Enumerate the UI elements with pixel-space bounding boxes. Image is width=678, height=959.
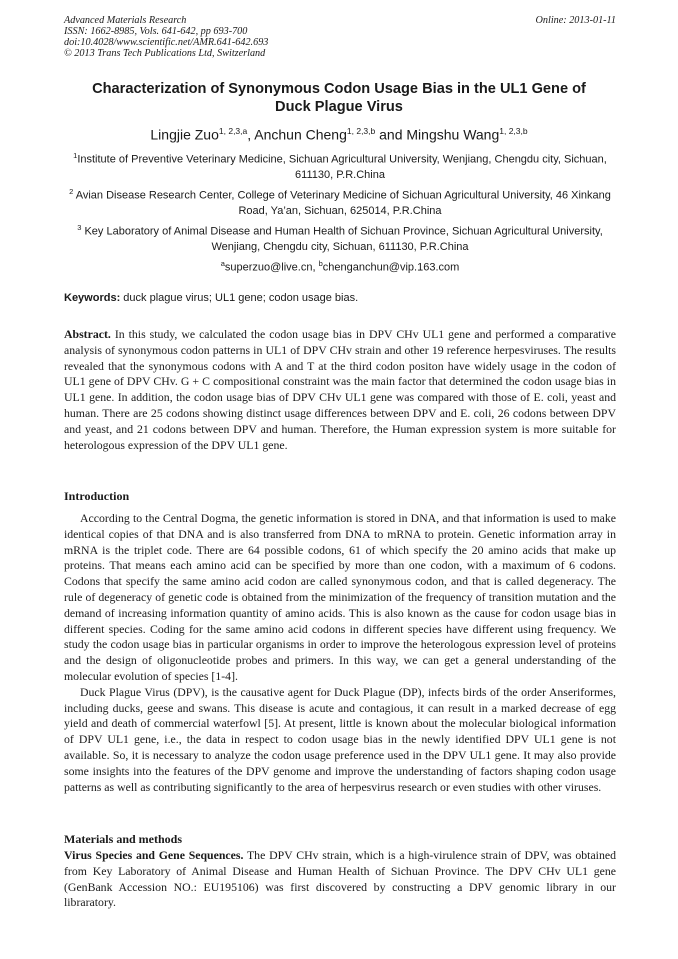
author-2: , Anchun Cheng: [247, 126, 347, 143]
abstract-label: Abstract.: [64, 327, 111, 341]
affiliation-2: [64, 184, 616, 219]
affiliation-3-text: Key Laboratory of Animal Disease and Human Health of Sichuan Province, Sichuan Agricultural University, Wenjiang, Chengdu city, Sichuan, 611130, P.R.China: [81, 225, 603, 253]
author-1-affil: 1, 2,3,a: [218, 126, 248, 136]
paper-title: [60, 80, 618, 116]
email-b: chenganchun@vip.163.com: [322, 261, 460, 274]
online-date: Online: 2013-01-11: [535, 15, 616, 26]
title-line-2: Duck Plague Virus: [275, 99, 403, 115]
author-1: Lingjie Zuo: [150, 126, 219, 143]
introduction-body: [64, 511, 616, 795]
introduction-paragraph-2: Duck Plague Virus (DPV), is the causative agent for Duck Plague (DP), infects birds of the order Anseriformes, including ducks, geese and swans. This disease is acute and contagious, it can result in a marked decrease of egg yield and death of commercial waterfowl [5]. At present, little is known about the molecular biological information of DPV UL1 gene, i.e., the data in respect to codon usage bias in the newly identified DPV UL1 gene is not available. So, it is necessary to analyze the codon usage preference used in the DPV UL1 gene. It may also provide some insights into the features of the DPV genome and improve the understanding of factors shaping codon usage patterns as well as contributing significantly to the area of herpesvirus research or even studies with other viruses.: [64, 684, 616, 794]
affiliation-1: [64, 148, 616, 183]
keywords: [64, 291, 616, 305]
abstract: [64, 327, 616, 453]
affiliation-1-num: 1: [73, 151, 78, 160]
methods-paragraph-1: [64, 848, 616, 911]
journal-doi: doi:10.4028/www.scientific.net/AMR.641-642.693: [64, 37, 269, 48]
keywords-label: Keywords:: [64, 292, 121, 304]
author-2-affil: 1, 2,3,b: [346, 126, 376, 136]
email-a: superzuo@live.cn,: [224, 261, 319, 274]
affiliation-3: [64, 220, 616, 255]
methods-paragraph-1-text: The DPV CHv strain, which is a high-virulence strain of DPV, was obtained from Key Laboratory of Animal Disease and Human Health of Sichuan Province. The DPV CHv UL1 gene (GenBank Accession NO.: EU195106) was first discovered by constructing a DPV genomic library in our libraratory.: [64, 848, 616, 910]
journal-issn: ISSN: 1662-8985, Vols. 641-642, pp 693-700: [64, 26, 248, 37]
affiliation-2-text: Avian Disease Research Center, College of Veterinary Medicine of Sichuan Agricultural University, 46 Xinkang Road, Ya’an, Sichuan, 625014, P.R.China: [73, 189, 611, 217]
methods-body: [64, 848, 616, 911]
journal-copyright: © 2013 Trans Tech Publications Ltd, Switzerland: [64, 48, 266, 59]
introduction-paragraph-1: According to the Central Dogma, the genetic information is stored in DNA, and that information is used to make identical copies of that DNA and is also transferred from DNA to mRNA to protein. Genetic information array in mRNA is the triplet code. There are 64 possible codons, 61 of which specify the 20 amino acids that make up proteins. That means each amino acid can be specified by more than one codon, with a maximum of 6 codons. Codons that specify the same amino acid codon are called synonymous codon, and that is called degeneracy. The rule of degeneracy of genetic code is obtained from the minimization of the frequency of transition mutation and the demand of increasing information quantity of amino acids. This is also known as the cause for codon usage bias in different species. Coding for the same amino acid codons in different species have different using frequency. We study the codon usage bias in particular organisms in order to improve the heterologous expression level of proteins and the design of oligonucleotide probes and primers. In this way, we can get a general understanding of the molecular evolution of species [1-4].: [64, 511, 616, 683]
email-a-sup: a: [220, 259, 225, 268]
title-line-1: Characterization of Synonymous Codon Usage Bias in the UL1 Gene of: [92, 81, 586, 97]
abstract-text: In this study, we calculated the codon usage bias in DPV CHv UL1 gene and performed a comparative analysis of synonymous codon patterns in UL1 of DPV CHv strain and other 19 reference herpesviruses. The results revealed that the synonymous codons with A and T at the third codon positon have widely usage in the codon of UL1 gene of DPV CHv. G + C compositional constraint was the main factor that determined the codon usage bias in UL1 gene. In addition, the codon usage bias of DPV CHv UL1 gene was compared with those of E. coli, yeast and human. There are 25 codons showing distinct usage differences between DPV and E. coli, 26 codons between DPV and yeast, and 21 codons between DPV and human. Therefore, the Human expression system is more suitable for heterologous expression of the DPV UL1 gene.: [64, 327, 616, 452]
introduction-heading: Introduction: [64, 489, 130, 503]
email-b-sup: b: [318, 259, 323, 268]
author-3-affil: 1, 2,3,b: [499, 126, 528, 136]
author-emails: [64, 257, 616, 275]
methods-subheading: Virus Species and Gene Sequences.: [64, 848, 244, 862]
affiliation-1-text: Institute of Preventive Veterinary Medicine, Sichuan Agricultural University, Wenjiang, Chengdu city, Sichuan, 611130, P.R.China: [77, 153, 607, 181]
author-list: [60, 122, 618, 144]
author-3: and Mingshu Wang: [375, 126, 500, 143]
methods-heading: Materials and methods: [64, 832, 182, 846]
affiliation-2-num: 2: [69, 187, 74, 196]
journal-name: Advanced Materials Research: [64, 15, 187, 26]
affiliation-3-num: 3: [77, 223, 82, 232]
keywords-text: duck plague virus; UL1 gene; codon usage bias.: [120, 292, 359, 304]
journal-header: [64, 15, 616, 59]
